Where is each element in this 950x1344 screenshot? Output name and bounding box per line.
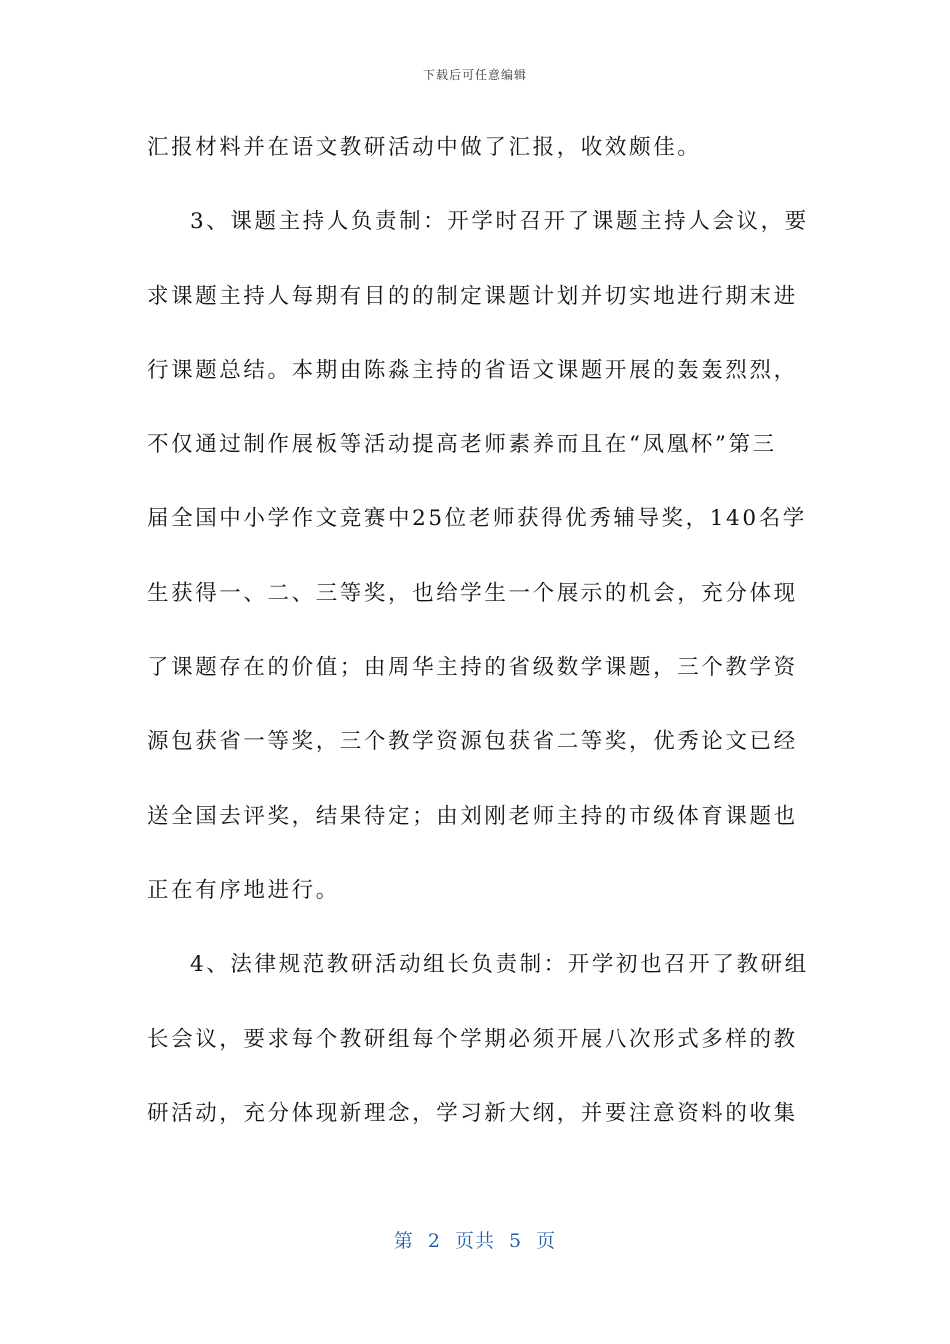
- text-line: 正在有序地进行。: [147, 877, 340, 903]
- text-line: 不仅通过制作展板等活动提高老师素养而且在“凤凰杯”第三: [147, 432, 777, 458]
- text-line: 届全国中小学作文竞赛中25位老师获得优秀辅导奖，140名学: [147, 506, 807, 532]
- text-line: 长会议，要求每个教研组每个学期必须开展八次形式多样的教: [147, 1026, 798, 1052]
- text-line: 了课题存在的价值；由周华主持的省级数学课题，三个教学资: [147, 655, 798, 681]
- text-line: 源包获省一等奖，三个教学资源包获省二等奖，优秀论文已经: [147, 729, 798, 755]
- footer-total-pages: 5: [509, 1230, 523, 1252]
- footer-middle: 页共: [454, 1230, 495, 1252]
- text-line: 生获得一、二、三等奖，也给学生一个展示的机会，充分体现: [147, 580, 798, 606]
- text-line: 求课题主持人每期有目的的制定课题计划并切实地进行期末进: [147, 283, 798, 309]
- text-line: 汇报材料并在语文教研活动中做了汇报，收效颇佳。: [147, 135, 702, 160]
- page-footer: [0, 1226, 950, 1253]
- text-line: 4、法律规范教研活动组长负责制：开学初也召开了教研组: [190, 952, 809, 978]
- document-body: [147, 124, 809, 1164]
- page-header: 下载后可任意编辑: [422, 68, 527, 82]
- footer-prefix: 第: [393, 1230, 414, 1252]
- text-line: 行课题总结。本期由陈淼主持的省语文课题开展的轰轰烈烈，: [147, 357, 798, 383]
- text-line: 送全国去评奖，结果待定；由刘刚老师主持的市级体育课题也: [147, 803, 798, 829]
- footer-page-number: 2: [427, 1230, 441, 1252]
- text-line: 3、课题主持人负责制：开学时召开了课题主持人会议，要: [190, 209, 809, 235]
- text-line: 研活动，充分体现新理念，学习新大纲，并要注意资料的收集: [147, 1100, 798, 1126]
- footer-suffix: 页: [536, 1230, 557, 1252]
